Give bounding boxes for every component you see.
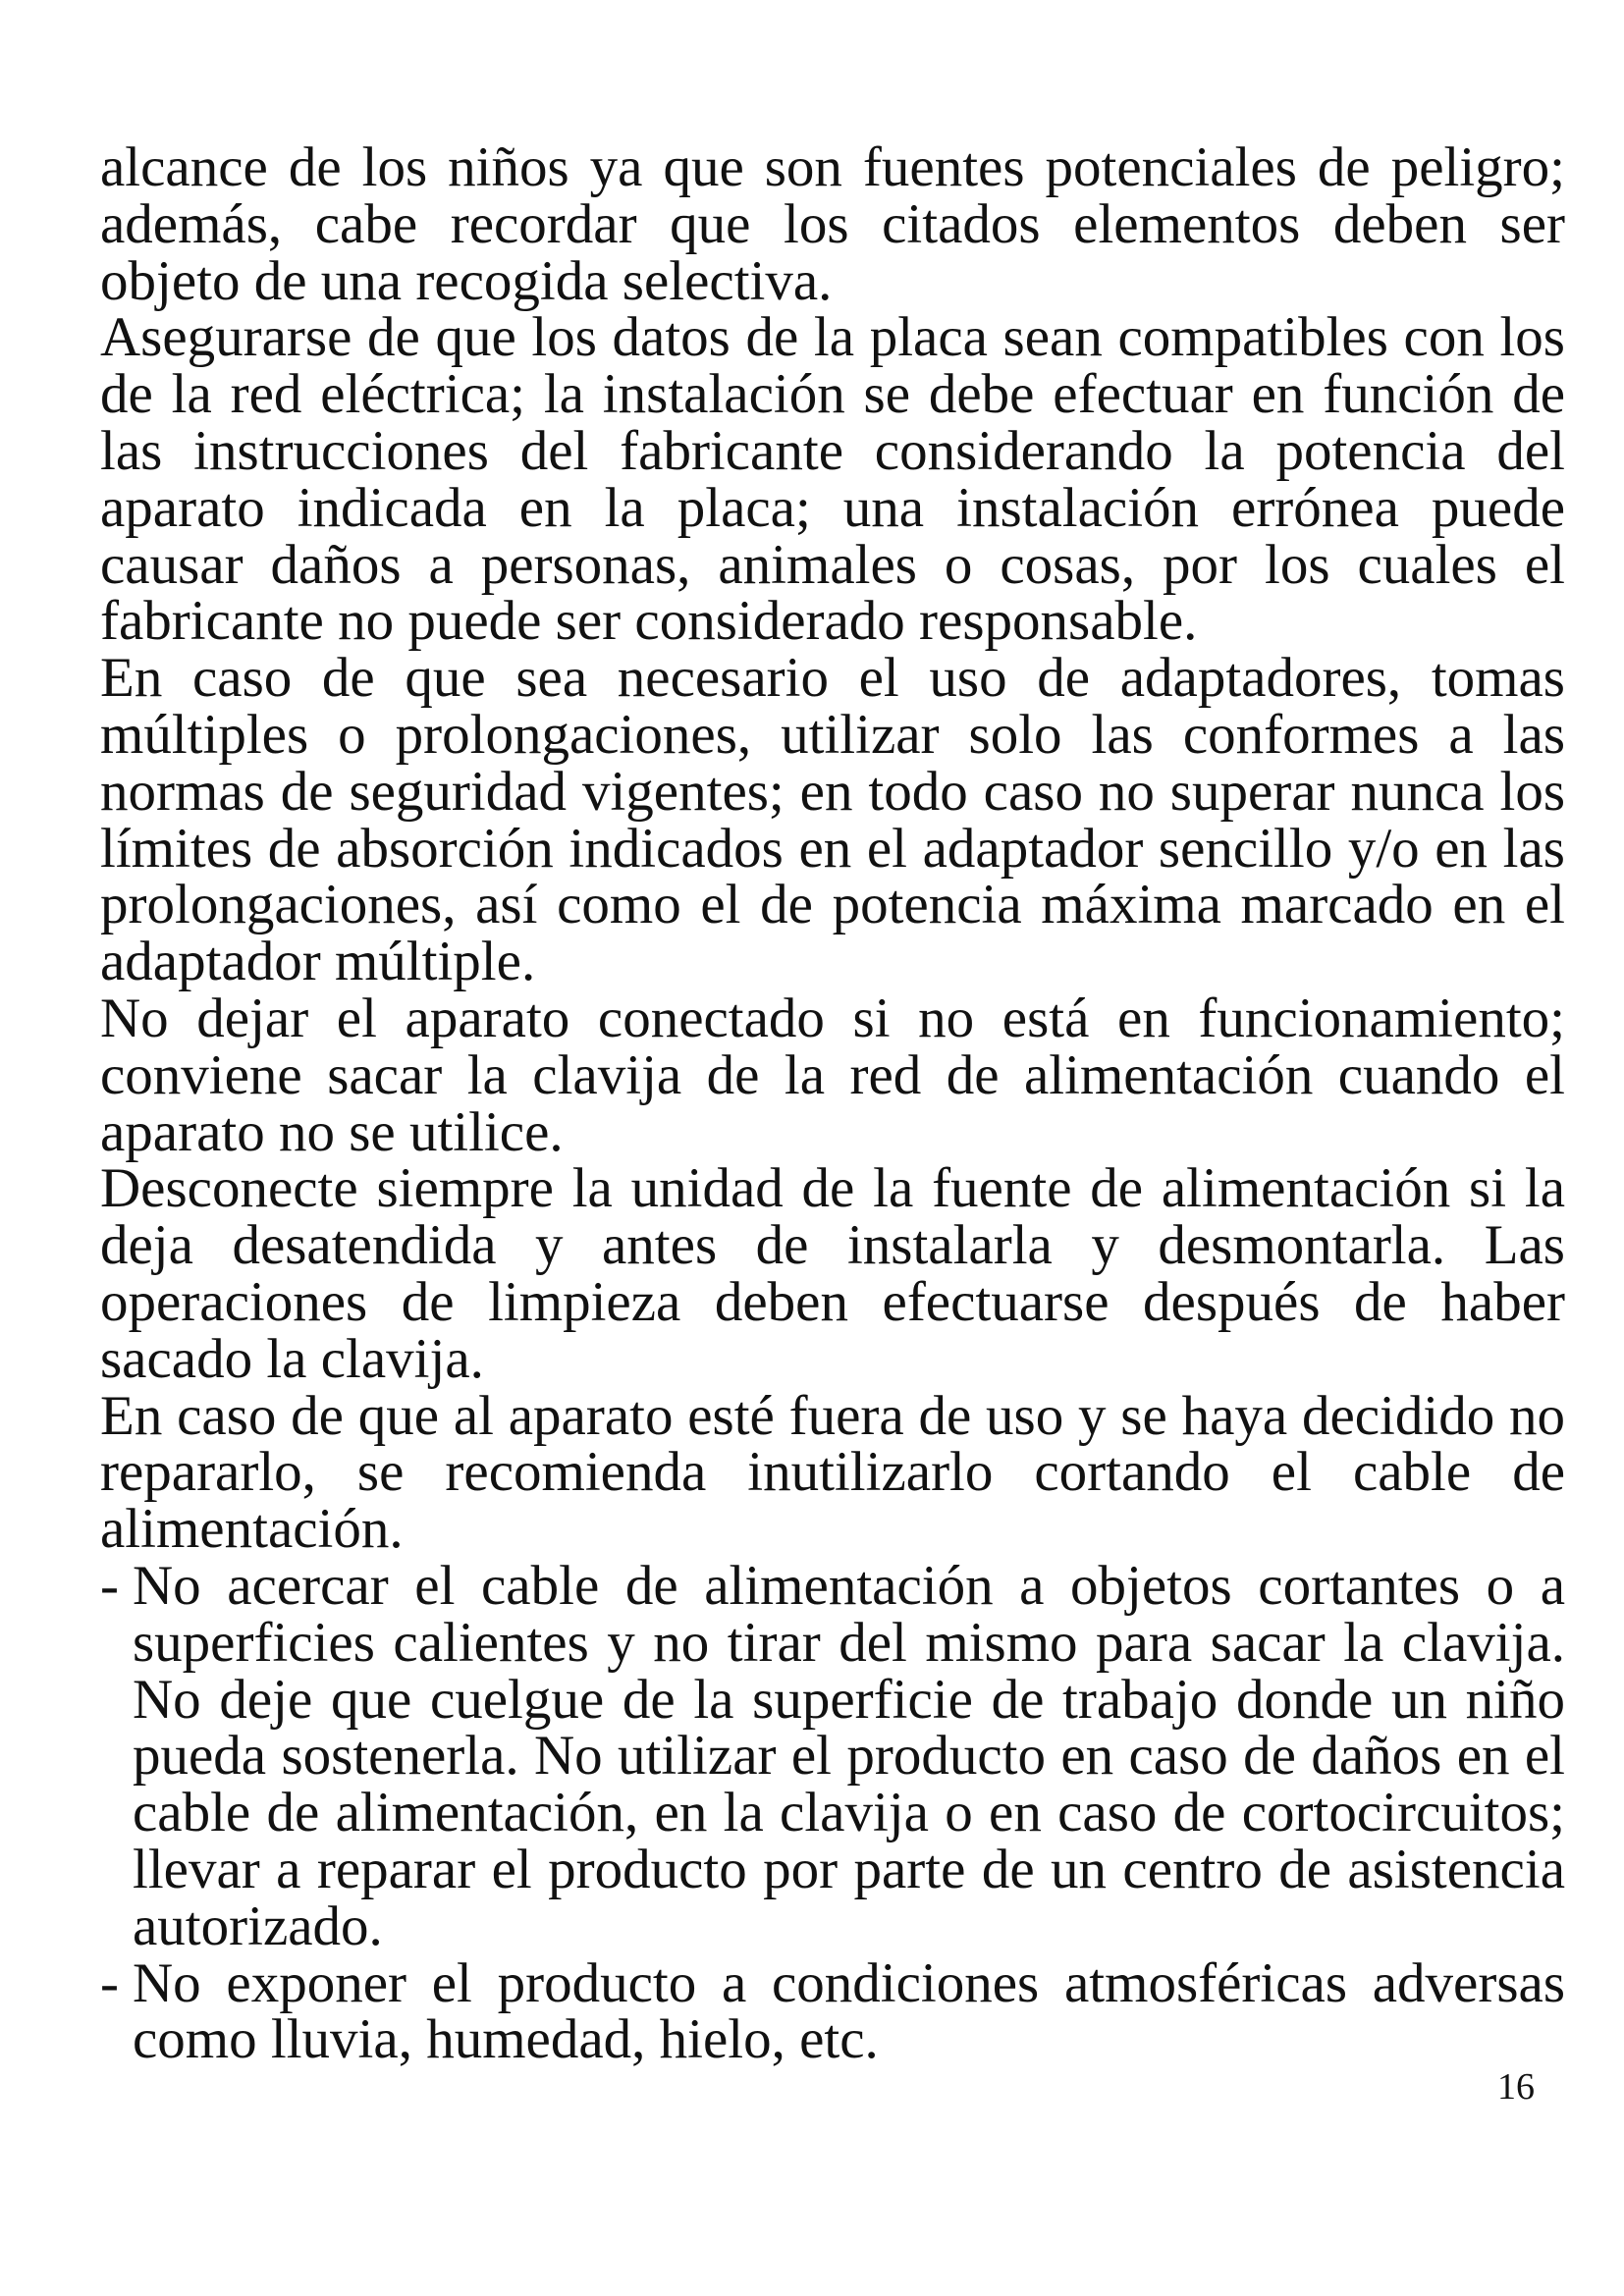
paragraph-2: Asegurarse de que los datos de la placa sean compatibles con los de la red eléctrica; la instalación se debe efectuar en función de las instrucciones del fabricante considerando la potencia del aparato indicada en la placa; una instalación errónea puede causar daños a personas, animales o cosas, por los cuales el fabricante no puede ser considerado responsable. bbox=[100, 306, 1565, 653]
bullet-item-1 bbox=[100, 1554, 1565, 1957]
bullet-text: No acercar el cable de alimentación a objetos cortantes o a superficies calientes y no tirar del mismo para sacar la clavija. No deje que cuelgue de la superficie de trabajo donde un niño pueda sostenerla. No utilizar el producto en caso de daños en el cable de alimentación, en la clavija o en caso de cortocircuitos; llevar a reparar el producto por parte de un centro de asistencia autorizado. bbox=[133, 1554, 1565, 1957]
paragraph-1: alcance de los niños ya que son fuentes potenciales de peligro; además, cabe recordar que los citados elementos deben ser objeto de una recogida selectiva. bbox=[100, 136, 1565, 312]
bullet-item-2 bbox=[100, 1951, 1565, 2071]
page-number: 16 bbox=[1497, 2066, 1535, 2108]
document-page bbox=[100, 136, 1565, 2071]
paragraph-3: En caso de que sea necesario el uso de adaptadores, tomas múltiples o prolongaciones, utilizar solo las conformes a las normas de seguridad vigentes; en todo caso no superar nunca los límites de absorción indicados en el adaptador sencillo y/o en las prolongaciones, así como el de potencia máxima marcado en el adaptador múltiple. bbox=[100, 647, 1565, 993]
bullet-marker: - bbox=[100, 1951, 119, 2014]
bullet-text: No exponer el producto a condiciones atmosféricas adversas como lluvia, humedad, hielo, etc. bbox=[133, 1951, 1565, 2071]
paragraph-6: En caso de que al aparato esté fuera de uso y se haya decidido no repararlo, se recomienda inutilizarlo cortando el cable de alimentación. bbox=[100, 1384, 1565, 1561]
bullet-marker: - bbox=[100, 1554, 119, 1617]
paragraph-4: No dejar el aparato conectado si no está en funcionamiento; conviene sacar la clavija de la red de alimentación cuando el aparato no se utilice. bbox=[100, 987, 1565, 1163]
paragraph-5: Desconecte siempre la unidad de la fuente de alimentación si la deja desatendida y antes de instalarla y desmontarla. Las operaciones de limpieza deben efectuarse después de haber sacado la clavija. bbox=[100, 1157, 1565, 1390]
